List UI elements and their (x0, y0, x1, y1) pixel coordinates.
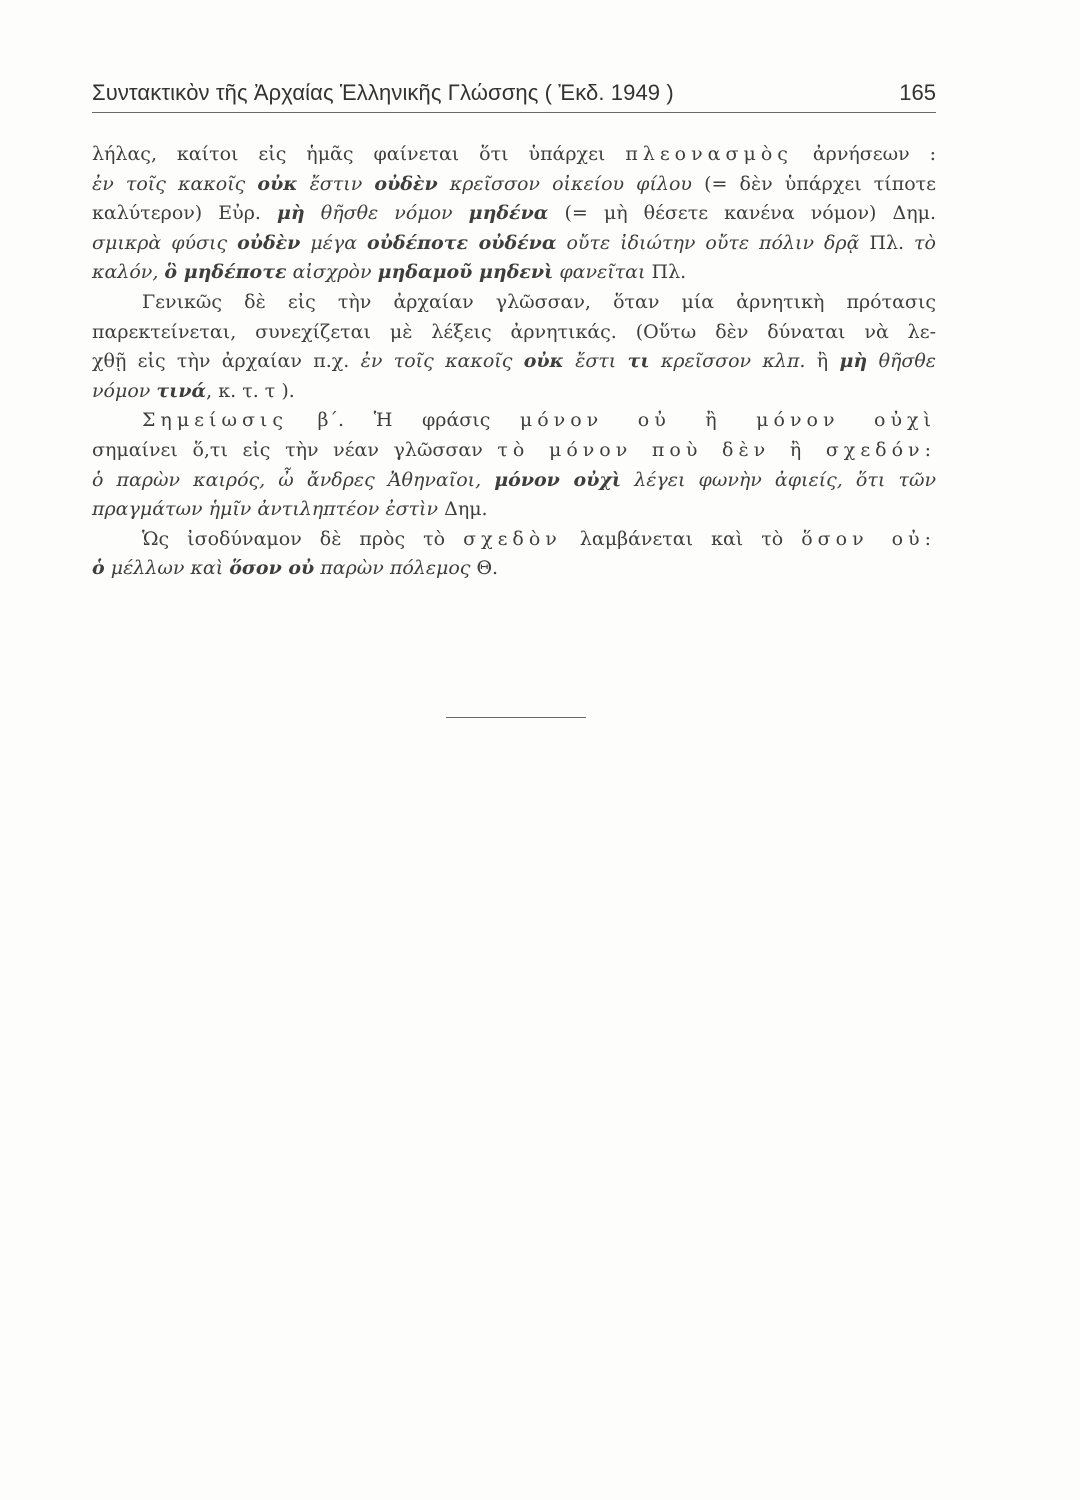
section-end-rule (446, 717, 586, 718)
text-run: ἔστιν (297, 172, 375, 195)
text-line (92, 436, 936, 466)
text-run: μηδένα (468, 202, 549, 225)
text-line (92, 170, 936, 200)
text-run: λαμβάνεται καὶ τὸ (561, 527, 802, 550)
text-line (92, 495, 936, 525)
page-number: 165 (899, 80, 936, 105)
text-run: τὸ (914, 231, 936, 254)
text-run: φανεῖται (553, 261, 646, 284)
text-run: τὸ μόνον ποὺ δὲν ἢ σχεδόν: (497, 438, 936, 461)
body-text (92, 140, 936, 584)
text-run: λήλας, καίτοι εἰς ἡμᾶς φαίνεται ὅτι ὑπάρχει (92, 143, 626, 165)
text-line (92, 140, 936, 170)
text-run: ὁ παρὼν καιρός, ὦ ἄνδρες Ἀθηναῖοι, (92, 468, 495, 491)
text-run: ἐν τοῖς κακοῖς (360, 350, 524, 373)
text-run: (= δὲν ὑπάρχει τίποτε (691, 172, 937, 195)
text-run: μόνον οὐ ἢ μόνον οὐχὶ (519, 409, 936, 432)
text-run: (= μὴ θέσετε κανένα νόμον) Δημ. (548, 202, 936, 225)
text-run: μέλλων καὶ (104, 557, 230, 580)
text-run: ἔστι (563, 350, 628, 373)
text-run: νόμον (92, 379, 157, 402)
text-run: παρὼν πόλεμος (314, 557, 471, 580)
text-run: οὐκ (523, 350, 564, 373)
text-line (92, 377, 936, 407)
text-run: θῆσθε (867, 350, 937, 373)
text-run: παρεκτείνεται, συνεχίζεται μὲ λέξεις ἀρνητικάς. (Οὕτω δὲν δύναται νὰ λε- (92, 320, 936, 343)
text-run: ἀρνήσεων : (792, 143, 936, 165)
text-run: Γενικῶς δὲ εἰς τὴν ἀρχαίαν γλῶσσαν, ὅταν μία ἀρνητικὴ πρότασις (142, 290, 936, 313)
text-line (92, 525, 936, 555)
text-run: Πλ. (859, 231, 915, 254)
text-run: κρεῖσσον οἰκείου φίλου (437, 172, 692, 195)
text-line (92, 406, 936, 436)
text-run: ὃ μηδέποτε (164, 261, 287, 284)
text-run: β΄. Ἡ φράσις (288, 409, 520, 432)
text-run: κρεῖσσον κλπ. (649, 350, 806, 373)
text-run: ἐν τοῖς κακοῖς (92, 172, 258, 195)
text-run: οὐκ (257, 172, 298, 195)
text-run: οὐδὲν (374, 172, 438, 195)
text-run: ὁ (92, 557, 105, 580)
text-run: Θ. (470, 557, 499, 580)
running-title: Συντακτικὸν τῆς Ἀρχαίας Ἑλληνικῆς Γλώσσης ( Ἐκδ. 1949 ) (92, 80, 674, 105)
text-run: Πλ. (645, 261, 687, 284)
text-run: καλύτερον) Εὐρ. (92, 202, 277, 225)
text-run: Σημείωσις (142, 409, 289, 432)
text-run: λέγει φωνὴν ἀφιείς, ὅτι τῶν (621, 468, 936, 491)
text-run: χθῇ εἰς τὴν ἀρχαίαν π.χ. (92, 350, 361, 373)
text-line (92, 347, 936, 377)
text-run: σχεδὸν (463, 527, 562, 550)
text-run: ὅσον οὐ (229, 557, 315, 580)
text-run: σημαίνει ὅ,τι εἰς τὴν νέαν γλῶσσαν (92, 438, 498, 461)
text-run: μηδαμοῦ μηδενὶ (377, 261, 554, 284)
text-run: ὅσον οὐ: (801, 527, 937, 550)
text-run: τι (627, 350, 650, 373)
text-run: καλόν, (92, 261, 165, 284)
text-run: Δημ. (438, 498, 488, 521)
text-run: οὔτε ἰδιώτην οὔτε πόλιν δρᾷ (556, 231, 860, 254)
text-run: , κ. τ. τ ). (206, 379, 295, 402)
running-header (92, 80, 936, 113)
text-run: οὐδέποτε οὐδένα (367, 231, 557, 254)
text-run: μὴ (839, 350, 868, 373)
text-run: σμικρὰ φύσις (92, 231, 238, 254)
text-line (92, 554, 936, 584)
text-run: τινά (156, 379, 207, 402)
text-run: πλεονασμὸς (625, 143, 793, 165)
text-run: αἰσχρὸν (286, 261, 378, 284)
text-line (92, 288, 936, 318)
text-run: πραγμάτων ἡμῖν ἀντιληπτέον ἐστὶν (92, 498, 439, 521)
text-run: μόνον οὐχὶ (494, 468, 622, 491)
text-run: Ὡς ἰσοδύναμον δὲ πρὸς τὸ (142, 527, 464, 550)
text-run: θῆσθε νόμον (304, 202, 469, 225)
text-run: οὐδὲν (237, 231, 301, 254)
text-line (92, 318, 936, 348)
text-run: μὴ (276, 202, 305, 225)
text-line (92, 466, 936, 496)
text-run: μέγα (300, 231, 368, 254)
text-line (92, 258, 936, 288)
text-line (92, 229, 936, 259)
text-line (92, 199, 936, 229)
text-run: ἢ (805, 350, 840, 373)
